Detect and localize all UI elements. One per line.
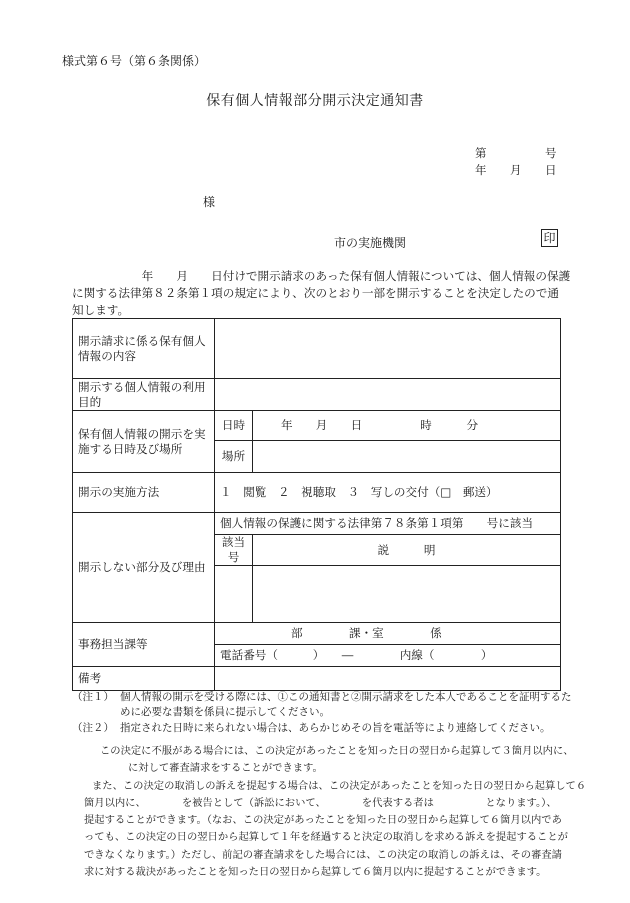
- form-number: 様式第６号（第６条関係）: [62, 54, 207, 68]
- column-header-no: 該当号: [215, 535, 253, 566]
- place-label: 場所: [215, 441, 253, 473]
- datetime-label: 日時: [215, 411, 253, 441]
- note-2: [72, 721, 562, 737]
- table-row: [73, 623, 561, 645]
- row-label: 開示の実施方法: [73, 473, 215, 513]
- date-month: 月: [510, 163, 522, 177]
- number-go: 号: [545, 146, 557, 160]
- table-row: [73, 513, 561, 535]
- document-title: 保有個人情報部分開示決定通知書: [206, 93, 424, 109]
- date-day: 日: [545, 163, 557, 177]
- intro-line: に関する法律第８２条第１項の規定により、次のとおり一部を開示することを決定したので通: [72, 286, 559, 300]
- intro-paragraph: [72, 268, 571, 319]
- note-tag: （注１）: [72, 691, 114, 703]
- instruction-line: 提起することができます。（なお、この決定があったことを知った日の翌日から起算して６箇月以内であ: [84, 814, 562, 827]
- instruction-line: に対して審査請求をすることができます。: [128, 762, 323, 775]
- law-article-field[interactable]: 個人情報の保護に関する法律第７８条第１項第 号に該当: [215, 513, 561, 535]
- remarks-field[interactable]: [215, 667, 561, 691]
- department-field[interactable]: 部 課・室 係: [215, 623, 561, 645]
- method-field[interactable]: １ 閲覧 ２ 視聴取 ３ 写しの交付（□ 郵送）: [215, 473, 561, 513]
- table-row: [73, 667, 561, 691]
- note-line: 指定された日時に来られない場合は、あらかじめその旨を電話等により連絡してください。: [120, 722, 551, 734]
- place-field[interactable]: [253, 441, 561, 473]
- row-label: 備考: [73, 667, 215, 691]
- row-label: 保有個人情報の開示を実 施する日時及び場所: [73, 411, 215, 473]
- instruction-line: この決定に不服がある場合には、この決定があったことを知った日の翌日から起算して３箇月以内に、: [100, 745, 574, 757]
- row-label: 開示請求に係る保有個人 情報の内容: [73, 319, 215, 379]
- row-label: 開示する個人情報の利用 目的: [73, 379, 215, 411]
- table-row: [73, 379, 561, 411]
- note-line: めに必要な書類を係員に提示してください。: [120, 706, 330, 718]
- intro-line: 知します。: [72, 303, 130, 317]
- datetime-field[interactable]: 年 月 日 時 分: [253, 411, 561, 441]
- issuing-organization: 市の実施機関: [334, 236, 407, 250]
- intro-line: 年 月 日付けで開示請求のあった保有個人情報については、個人情報の保護: [72, 269, 571, 283]
- table-row: [73, 411, 561, 441]
- instruction-line: 求に対する裁決があったことを知った日の翌日から起算して６箇月以内に提起することができます。: [84, 866, 547, 879]
- seal-mark: 印: [541, 229, 558, 247]
- table-row: [73, 319, 561, 379]
- disclosure-table: [72, 318, 561, 691]
- row-label: 開示しない部分及び理由: [73, 513, 215, 623]
- addressee: 様: [203, 195, 216, 209]
- note-tag: （注２）: [72, 722, 114, 734]
- note-line: 個人情報の開示を受ける際には、①この通知書と②開示請求をした本人であることを証明するた: [120, 691, 572, 703]
- instruction-line: 箇月以内に、 を被告として（訴訟において、 を代表する者は となります。）、: [84, 796, 557, 809]
- description-field[interactable]: [253, 566, 561, 623]
- appeal-instructions: [84, 743, 587, 881]
- date-year: 年: [475, 163, 487, 177]
- instruction-line: っても、この決定の日の翌日から起算して１年を経過すると決定の取消しを求める訴えを提起することが: [84, 831, 568, 844]
- phone-field[interactable]: 電話番号（ ） ― 内線（ ）: [215, 645, 561, 667]
- instruction-line: また、この決定の取消しの訴えを提起する場合は、この決定があったことを知った日の翌日から起算して６: [92, 779, 587, 792]
- applicable-number-field[interactable]: [215, 566, 253, 623]
- note-1: [72, 690, 572, 720]
- row-label: 事務担当課等: [73, 623, 215, 667]
- number-dai: 第: [475, 146, 487, 160]
- column-header-description: 説 明: [253, 535, 561, 566]
- instruction-line: できなくなります。）ただし、前記の審査請求をした場合には、この決定の取消しの訴えは、その審査請: [84, 848, 562, 861]
- purpose-field[interactable]: [215, 379, 561, 411]
- content-field[interactable]: [215, 319, 561, 379]
- table-row: [73, 473, 561, 513]
